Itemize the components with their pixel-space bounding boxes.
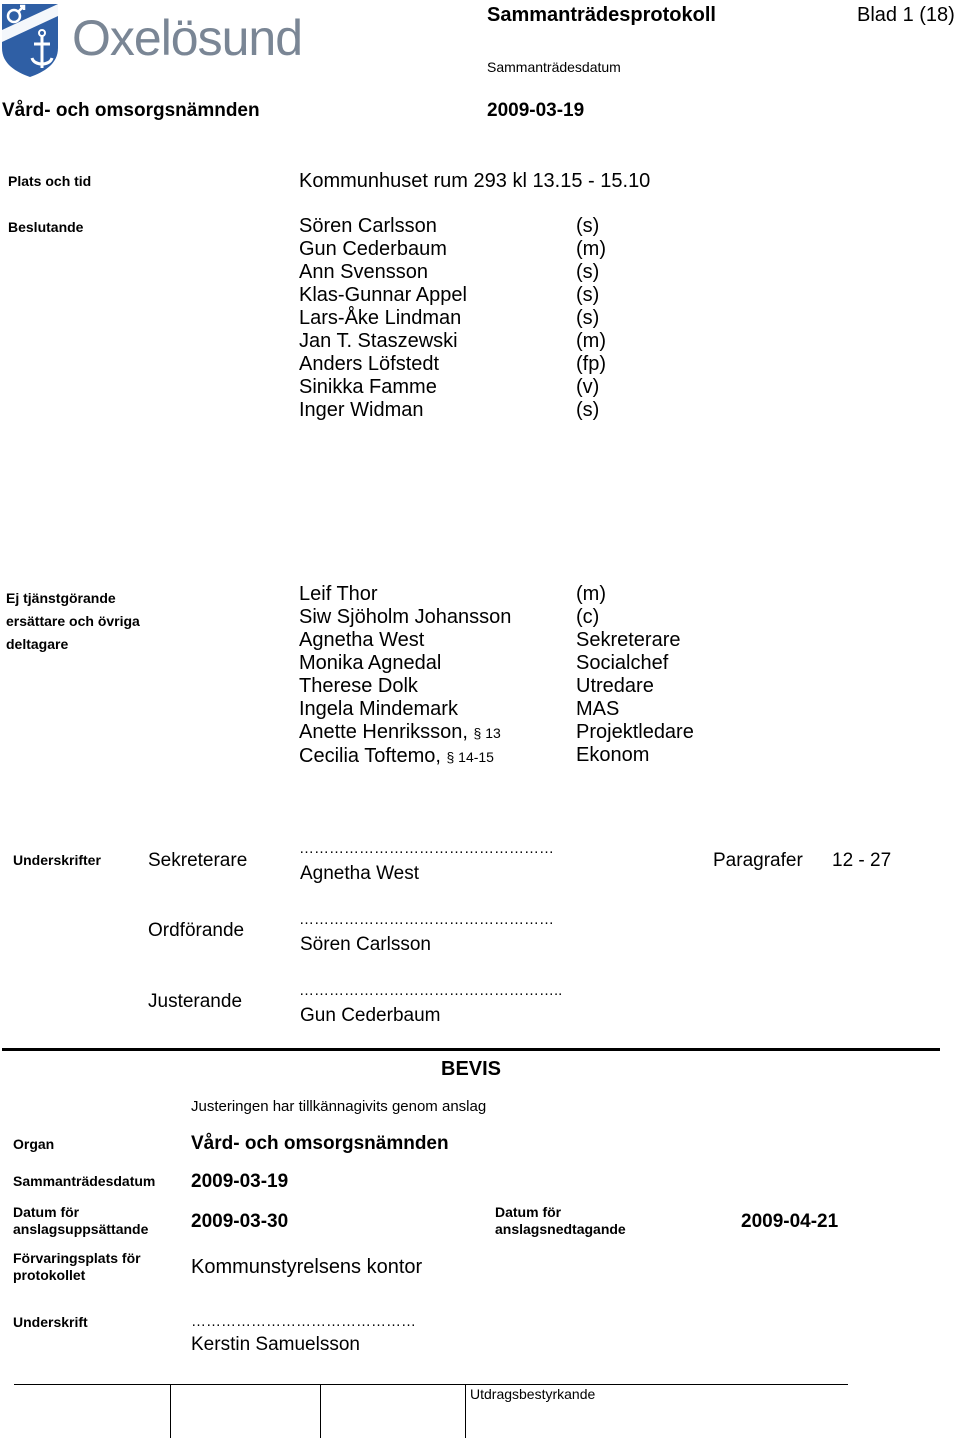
member-name: Sören Carlsson: [299, 215, 437, 237]
paragrafer-label: Paragrafer: [713, 850, 803, 871]
beslutande-roles: [576, 215, 606, 422]
participant-role: Projektledare: [576, 721, 694, 743]
signature-line: ……………………………………………: [299, 840, 554, 857]
organ-value: Vård- och omsorgsnämnden: [191, 1133, 449, 1154]
participant-name: Leif Thor: [299, 583, 378, 605]
member-party: (v): [576, 376, 600, 398]
municipal-shield-icon: [0, 2, 60, 78]
nedtag-value: 2009-04-21: [741, 1211, 839, 1232]
participant-name: Siw Sjöholm Johansson: [299, 606, 512, 628]
organ-label: Organ: [13, 1136, 55, 1152]
signature-name: Sören Carlsson: [300, 934, 431, 955]
plats-value: Kommunhuset rum 293 kl 13.15 - 15.10: [299, 170, 651, 192]
paragraph-ref: § 14-15: [446, 749, 494, 765]
date-label: Sammanträdesdatum: [487, 59, 621, 75]
signature-name: Gun Cederbaum: [300, 1005, 441, 1026]
member-name: Inger Widman: [299, 399, 424, 421]
committee-name: Vård- och omsorgsnämnden: [2, 100, 260, 121]
signature-name: Agnetha West: [300, 863, 420, 884]
bevis-rule: [2, 1048, 940, 1051]
meeting-date: 2009-03-19: [487, 100, 585, 121]
participant-name: Therese Dolk: [299, 675, 418, 697]
member-name: Sinikka Famme: [299, 376, 437, 398]
member-party: (s): [576, 307, 600, 329]
page-number: Blad 1 (18): [857, 4, 955, 26]
paragrafer-value: 12 - 27: [832, 850, 892, 871]
member-party: (m): [576, 238, 606, 260]
nedtag-label: Datum för anslagsnedtagande: [495, 1204, 626, 1237]
signature-role: Justerande: [148, 991, 243, 1012]
participant-role: (m): [576, 583, 606, 605]
participant-name: Cecilia Toftemo,: [299, 745, 441, 767]
signature-line: ……………………………………………: [299, 911, 554, 928]
participant-role: (c): [576, 606, 600, 628]
member-party: (s): [576, 215, 600, 237]
signature-role: Ordförande: [148, 920, 245, 941]
participant-role: Socialchef: [576, 652, 669, 674]
member-name: Anders Löfstedt: [299, 353, 440, 375]
ovriga-roles: [576, 583, 694, 767]
doc-title: Sammanträdesprotokoll: [487, 4, 716, 26]
bevis-title: BEVIS: [441, 1058, 502, 1080]
underskrifter-label: Underskrifter: [13, 852, 101, 868]
paragraph-ref: § 13: [473, 725, 501, 741]
ovriga-names: [299, 583, 511, 769]
forvaring-value: Kommunstyrelsens kontor: [191, 1256, 423, 1278]
member-name: Klas-Gunnar Appel: [299, 284, 467, 306]
member-party: (s): [576, 261, 600, 283]
participant-role: Sekreterare: [576, 629, 681, 651]
footer-divider: [465, 1384, 466, 1438]
bevis-intro: Justeringen har tillkännagivits genom anslag: [191, 1098, 487, 1115]
utdrag-label: Utdragsbestyrkande: [470, 1386, 596, 1402]
forvaring-label: Förvaringsplats för protokollet: [13, 1250, 141, 1283]
member-name: Jan T. Staszewski: [299, 330, 458, 352]
participant-name: Ingela Mindemark: [299, 698, 458, 720]
signature-role: Sekreterare: [148, 850, 248, 871]
underskrift-name: Kerstin Samuelsson: [191, 1334, 360, 1355]
member-party: (fp): [576, 353, 606, 375]
participant-name: Agnetha West: [299, 629, 425, 651]
underskrift-line: ………………………………………: [191, 1313, 416, 1330]
uppsatt-label: Datum för anslagsuppsättande: [13, 1204, 149, 1237]
member-party: (s): [576, 284, 600, 306]
member-name: Lars-Åke Lindman: [299, 307, 462, 329]
participant-role: Ekonom: [576, 744, 650, 766]
beslutande-label: Beslutande: [8, 219, 84, 235]
member-name: Gun Cederbaum: [299, 238, 447, 260]
signature-line: ……………………………………………..: [299, 982, 563, 999]
uppsatt-value: 2009-03-30: [191, 1211, 289, 1232]
footer-divider: [320, 1384, 321, 1438]
member-party: (s): [576, 399, 600, 421]
footer-divider: [170, 1384, 171, 1438]
bevis-date-label: Sammanträdesdatum: [13, 1173, 156, 1189]
participant-role: MAS: [576, 698, 620, 720]
member-name: Ann Svensson: [299, 261, 428, 283]
logo: [0, 0, 330, 78]
participant-role: Utredare: [576, 675, 654, 697]
beslutande-names: [299, 215, 467, 422]
underskrift-label: Underskrift: [13, 1314, 88, 1330]
footer-rule: [14, 1384, 848, 1385]
ovriga-label: Ej tjänstgörande ersättare och övriga deltagare: [6, 590, 140, 652]
plats-label: Plats och tid: [8, 173, 92, 189]
participant-name: Monika Agnedal: [299, 652, 442, 674]
participant-name: Anette Henriksson,: [299, 721, 468, 743]
bevis-date-value: 2009-03-19: [191, 1171, 289, 1192]
org-name: Oxelösund: [72, 10, 303, 66]
member-party: (m): [576, 330, 606, 352]
